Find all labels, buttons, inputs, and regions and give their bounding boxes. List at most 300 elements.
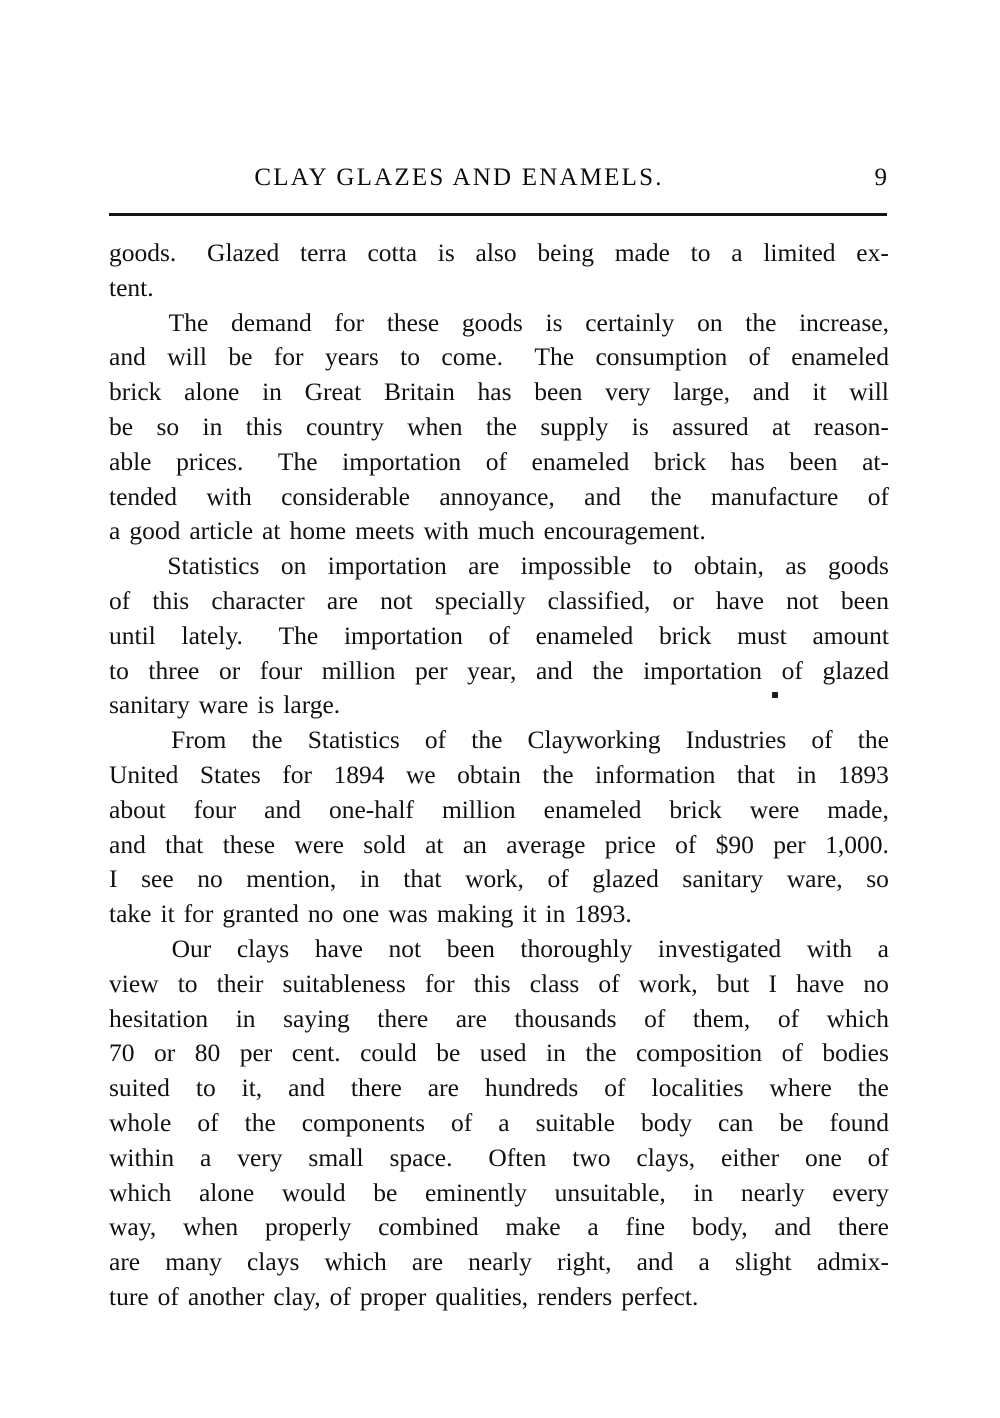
word: importation <box>342 446 462 476</box>
word: sold <box>363 829 406 859</box>
word: prices. <box>176 446 244 476</box>
word: Britain <box>384 377 455 407</box>
text-line <box>109 410 889 445</box>
word: fine <box>625 1212 666 1242</box>
word: Often <box>488 1142 547 1172</box>
word: take <box>109 899 152 929</box>
text-line <box>109 236 889 271</box>
word: ware <box>198 690 249 720</box>
word: there <box>837 1212 889 1242</box>
word: country <box>305 411 384 441</box>
word: view <box>109 968 159 998</box>
word: slight <box>734 1247 792 1277</box>
word: there <box>377 1003 429 1033</box>
word: thousands <box>514 1003 617 1033</box>
word: importation <box>643 655 763 685</box>
text-line <box>109 1106 889 1141</box>
word: have <box>796 968 845 998</box>
word: average <box>506 829 586 859</box>
word: it, <box>241 1073 263 1103</box>
word: to <box>652 551 673 581</box>
word: localities <box>651 1073 744 1103</box>
text-line <box>109 340 889 375</box>
word: work, <box>465 864 524 894</box>
word: to <box>177 968 198 998</box>
word: can <box>718 1107 754 1137</box>
word: has <box>477 377 512 407</box>
word: information <box>594 759 716 789</box>
word: is <box>257 690 275 720</box>
word: per <box>773 829 806 859</box>
word: not <box>786 585 819 615</box>
word: or <box>672 585 694 615</box>
word: of <box>451 1107 473 1137</box>
word: and <box>109 342 146 372</box>
word: in <box>359 864 380 894</box>
word: but <box>716 968 750 998</box>
word: importation <box>327 551 447 581</box>
word: no <box>863 968 889 998</box>
word: brick <box>669 794 722 824</box>
word: million <box>441 794 516 824</box>
word: to <box>195 1073 216 1103</box>
word: of <box>485 446 507 476</box>
word: and <box>584 481 621 511</box>
word: importation <box>343 620 463 650</box>
paragraph <box>109 306 889 550</box>
word: this <box>245 411 283 441</box>
word: composition <box>636 1038 763 1068</box>
word: of <box>604 1073 626 1103</box>
word: sanitary <box>109 690 190 720</box>
word: alone <box>184 377 240 407</box>
word: able <box>109 446 152 476</box>
word: lately. <box>181 620 243 650</box>
word: on <box>280 551 307 581</box>
text-line <box>109 445 889 480</box>
word: the <box>857 725 889 755</box>
word: per <box>415 655 448 685</box>
word: brick <box>653 446 707 476</box>
word: many <box>165 1247 222 1277</box>
word: to <box>109 655 129 685</box>
word: are <box>326 585 359 615</box>
word: ture <box>109 1281 149 1311</box>
word: home <box>289 516 347 546</box>
word: in <box>235 1003 256 1033</box>
word: Industries <box>685 725 787 755</box>
word: be <box>228 342 253 372</box>
word: made <box>614 238 670 267</box>
word: Great <box>304 377 362 407</box>
word: have <box>314 933 363 963</box>
word: a <box>498 1107 510 1137</box>
word: it <box>160 899 175 929</box>
word: million <box>321 655 396 685</box>
paragraph <box>109 236 889 306</box>
word: I <box>768 968 777 998</box>
word: at- <box>862 446 889 476</box>
text-line <box>109 480 889 515</box>
text-line <box>109 584 889 619</box>
word: is <box>631 411 649 441</box>
text-line <box>109 932 889 967</box>
word: certainly <box>585 307 675 337</box>
text-line <box>109 271 889 306</box>
word: suitableness <box>282 968 406 998</box>
word: a <box>698 1247 710 1277</box>
word: limited <box>763 238 836 267</box>
word: enameled <box>535 620 634 650</box>
scan-speck-artifact <box>772 692 778 698</box>
word: in <box>202 411 223 441</box>
word: these <box>222 829 276 859</box>
word: alone <box>198 1177 255 1207</box>
word: or <box>218 655 241 685</box>
word: when <box>407 411 463 441</box>
word: good <box>129 516 181 546</box>
text-line <box>109 514 889 549</box>
word: Clayworking <box>527 725 661 755</box>
word: of <box>867 481 889 511</box>
word: the <box>471 725 503 755</box>
word: of <box>777 1003 800 1033</box>
word: brick <box>109 377 162 407</box>
word: an <box>462 829 487 859</box>
paragraph-indent <box>109 932 146 967</box>
word: nearly <box>468 1247 532 1277</box>
text-line <box>109 375 889 410</box>
word: or <box>153 1038 176 1068</box>
word: in <box>545 899 566 929</box>
word: of <box>547 864 569 894</box>
word: would <box>281 1177 346 1207</box>
word: four <box>259 655 303 685</box>
word: a <box>587 1212 599 1242</box>
word: investigated <box>657 933 782 963</box>
text-line <box>109 828 889 863</box>
word: on <box>697 307 723 337</box>
word: the <box>244 1107 276 1137</box>
word: The <box>277 446 318 476</box>
word: glazed <box>822 655 889 685</box>
word: clays <box>246 1247 300 1277</box>
word: bodies <box>822 1038 889 1068</box>
word: could <box>360 1038 417 1068</box>
word: been <box>446 933 495 963</box>
word: consumption <box>595 342 728 372</box>
word: space. <box>389 1142 453 1172</box>
word: States <box>199 759 261 789</box>
word: that <box>403 864 442 894</box>
word: been <box>789 446 838 476</box>
word: within <box>109 1142 175 1172</box>
word: of <box>598 968 620 998</box>
word: this <box>152 585 190 615</box>
paragraph <box>109 932 889 1315</box>
word: of <box>811 725 833 755</box>
word: suited <box>109 1073 170 1103</box>
word: meets <box>355 516 415 546</box>
word: goods. <box>109 238 177 267</box>
word: annoyance, <box>439 481 555 511</box>
word: that <box>736 759 776 789</box>
word: for <box>334 307 365 337</box>
word: 1893 <box>837 759 889 789</box>
word: being <box>537 238 594 267</box>
word: ware, <box>786 864 843 894</box>
word: considerable <box>281 481 410 511</box>
word: The <box>168 307 209 337</box>
word: of <box>109 585 131 615</box>
word: is <box>545 307 563 337</box>
word: the <box>251 725 283 755</box>
word: brick <box>659 620 712 650</box>
word: The <box>278 620 319 650</box>
page-number: 9 <box>874 164 887 191</box>
word: class <box>529 968 580 998</box>
word: right, <box>556 1247 612 1277</box>
word: as <box>785 551 807 581</box>
word: were <box>749 794 800 824</box>
text-line <box>109 1036 889 1071</box>
word: reason- <box>813 411 889 441</box>
word: components <box>301 1107 426 1137</box>
word: so <box>866 864 889 894</box>
word: be <box>436 1038 461 1068</box>
word: saying <box>283 1003 350 1033</box>
word: of <box>488 620 510 650</box>
text-line <box>109 1210 889 1245</box>
word: small <box>308 1142 364 1172</box>
word: mention, <box>246 864 337 894</box>
word: of <box>781 655 803 685</box>
word: were <box>294 829 344 859</box>
word: qualities, <box>435 1281 529 1311</box>
word: this <box>473 968 511 998</box>
word: come. <box>441 342 504 372</box>
word: supply <box>540 411 609 441</box>
word: be <box>373 1177 398 1207</box>
word: large, <box>673 377 731 407</box>
word: thoroughly <box>520 933 633 963</box>
word: three <box>148 655 200 685</box>
word: which <box>324 1247 387 1277</box>
word: about <box>109 794 166 824</box>
word: 70 <box>109 1038 135 1068</box>
word: of <box>424 725 447 755</box>
word: goods <box>827 551 889 581</box>
word: body <box>640 1107 692 1137</box>
word: very <box>237 1142 283 1172</box>
word: also <box>475 238 517 267</box>
word: in <box>693 1177 714 1207</box>
word: one-half <box>328 794 414 824</box>
word: when <box>182 1212 239 1242</box>
word: I <box>109 864 118 894</box>
text-line <box>109 967 889 1002</box>
text-line <box>109 1176 889 1211</box>
word: 1,000. <box>825 829 889 859</box>
word: there <box>350 1073 402 1103</box>
word: manufacture <box>710 481 839 511</box>
word: been <box>840 585 889 615</box>
word: very <box>605 377 651 407</box>
word: work, <box>638 968 698 998</box>
word: ex- <box>856 238 889 267</box>
word: be <box>109 411 134 441</box>
word: their <box>216 968 264 998</box>
word: for <box>183 899 214 929</box>
paragraph-indent <box>109 723 146 758</box>
word: not <box>388 933 422 963</box>
word: has <box>730 446 765 476</box>
word: in <box>546 1038 566 1068</box>
word: at <box>262 516 281 546</box>
word: cotta <box>367 238 418 267</box>
word: four <box>193 794 237 824</box>
word: with <box>423 516 469 546</box>
word: tended <box>109 481 177 511</box>
text-line <box>109 758 889 793</box>
paragraph-indent <box>109 306 146 341</box>
word: that <box>165 829 204 859</box>
word: admix- <box>816 1247 889 1277</box>
word: impossible <box>520 551 632 581</box>
word: clays <box>236 933 290 963</box>
word: be <box>779 1107 804 1137</box>
word: demand <box>231 307 312 337</box>
word: classified, <box>547 585 651 615</box>
word: United <box>109 759 179 789</box>
word: of <box>781 1038 803 1068</box>
word: obtain <box>457 759 521 789</box>
word: must <box>737 620 787 650</box>
word: Glazed <box>207 238 280 267</box>
word: way, <box>109 1212 157 1242</box>
word: for <box>282 759 312 789</box>
word: the <box>857 1073 889 1103</box>
text-line <box>109 619 889 654</box>
word: tent. <box>109 272 154 302</box>
word: is <box>437 238 455 267</box>
word: the <box>592 655 624 685</box>
word: at <box>425 829 444 859</box>
word: large. <box>283 690 341 720</box>
word: cent. <box>291 1038 341 1068</box>
word: and <box>752 377 790 407</box>
word: we <box>405 759 436 789</box>
word: nearly <box>740 1177 805 1207</box>
word: specially <box>434 585 526 615</box>
word: granted <box>222 899 299 929</box>
word: for <box>273 342 304 372</box>
word: whole <box>109 1107 172 1137</box>
word: until <box>109 620 156 650</box>
word: the <box>542 759 574 789</box>
word: of <box>157 1281 179 1311</box>
word: of <box>675 829 697 859</box>
word: one <box>342 899 380 929</box>
word: it <box>812 377 827 407</box>
word: clay, <box>273 1281 321 1311</box>
word: assured <box>672 411 749 441</box>
text-line <box>109 1280 889 1315</box>
word: obtain, <box>693 551 764 581</box>
word: a <box>109 516 121 546</box>
word: the <box>650 481 682 511</box>
word: years <box>324 342 379 372</box>
text-line <box>109 1141 889 1176</box>
body-text-column <box>109 236 889 1315</box>
word: much <box>477 516 535 546</box>
word: perfect. <box>621 1281 699 1311</box>
running-head <box>109 163 887 197</box>
word: it <box>522 899 537 929</box>
word: year, <box>467 655 517 685</box>
running-head-title: CLAY GLAZES AND ENAMELS. <box>254 164 664 191</box>
word: of <box>644 1003 666 1033</box>
text-line <box>109 862 889 897</box>
word: are <box>411 1247 444 1277</box>
word: one <box>804 1142 842 1172</box>
word: been <box>534 377 583 407</box>
word: the <box>585 1038 617 1068</box>
text-line <box>109 306 889 341</box>
word: are <box>468 551 500 581</box>
word: these <box>386 307 440 337</box>
word: properly <box>264 1212 352 1242</box>
word: From <box>171 725 227 755</box>
word: enameled <box>791 342 889 372</box>
word: and <box>774 1212 812 1242</box>
word: article <box>189 516 254 546</box>
word: make <box>505 1212 561 1242</box>
word: no <box>197 864 223 894</box>
word: sanitary <box>682 864 764 894</box>
header-rule <box>109 213 887 216</box>
word: proper <box>359 1281 427 1311</box>
word: found <box>829 1107 889 1137</box>
word: 1893. <box>574 899 632 929</box>
word: price <box>604 829 656 859</box>
word: two <box>572 1142 611 1172</box>
word: encouragement. <box>543 516 706 546</box>
word: the <box>485 411 517 441</box>
word: and <box>109 829 146 859</box>
word: are <box>455 1003 487 1033</box>
text-line <box>109 654 889 689</box>
word: hesitation <box>109 1003 209 1033</box>
word: of <box>329 1281 351 1311</box>
word: in <box>796 759 817 789</box>
word: the <box>745 307 777 337</box>
word: are <box>427 1073 459 1103</box>
word: $90 <box>715 829 754 859</box>
word: no <box>307 899 334 929</box>
word: unsuitable, <box>554 1177 666 1207</box>
word: made, <box>827 794 889 824</box>
word: making <box>436 899 514 929</box>
word: and <box>264 794 301 824</box>
word: eminently <box>424 1177 527 1207</box>
word: which <box>826 1003 889 1033</box>
word: Statistics <box>307 725 400 755</box>
word: which <box>109 1177 172 1207</box>
word: a <box>877 933 889 963</box>
text-line <box>109 1245 889 1280</box>
word: with <box>806 933 853 963</box>
